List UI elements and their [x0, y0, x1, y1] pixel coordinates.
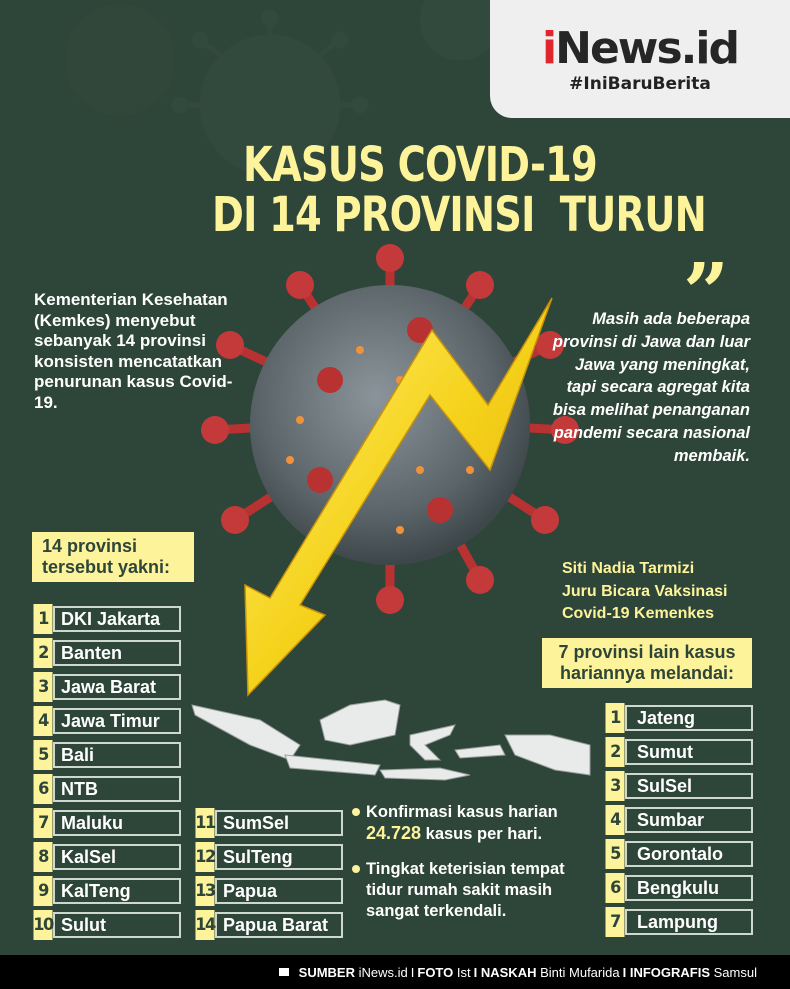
item-name: Lampung	[625, 909, 753, 935]
item-name: KalTeng	[53, 878, 181, 904]
item-number: 2	[34, 638, 53, 668]
label-line-1: 14 provinsi	[42, 536, 138, 556]
slowing-provinces-label	[542, 638, 752, 688]
title-line-1: KASUS COVID-19	[243, 137, 597, 193]
item-number: 2	[606, 737, 625, 767]
fact-text: kasus per hari.	[425, 825, 543, 843]
fact-daily-cases	[352, 802, 592, 845]
item-name: Papua	[215, 878, 343, 904]
list-item	[33, 774, 181, 804]
item-number: 9	[34, 876, 53, 906]
daily-cases-number: 24.728	[366, 823, 422, 843]
item-name: SulTeng	[215, 844, 343, 870]
item-name: Papua Barat	[215, 912, 343, 938]
item-name: Jawa Barat	[53, 674, 181, 700]
item-number: 4	[34, 706, 53, 736]
item-number: 3	[34, 672, 53, 702]
list-item	[605, 839, 753, 869]
facts-list	[352, 802, 592, 936]
speaker-role-1: Juru Bicara Vaksinasi	[562, 582, 728, 600]
item-name: Sumut	[625, 739, 753, 765]
intro-text: Kementerian Kesehatan (Kemkes) menyebut sebanyak 14 provinsi konsisten mencatatkan penurunan kasus Covid-19.	[34, 290, 233, 412]
footer-square-icon	[279, 968, 289, 976]
item-name: NTB	[53, 776, 181, 802]
quote-text: Masih ada beberapa provinsi di Jawa dan luar Jawa yang meningkat, tapi secara agregat kita bisa melihat penanganan pandemi secara nasional membaik.	[552, 310, 750, 465]
list-item	[33, 638, 181, 668]
speaker-name: Siti Nadia Tarmizi	[562, 560, 695, 577]
item-name: Bengkulu	[625, 875, 753, 901]
list-item	[33, 672, 181, 702]
item-name: Banten	[53, 640, 181, 666]
list-item	[195, 842, 343, 872]
fact-text: Konfirmasi kasus harian	[366, 803, 558, 821]
item-number: 13	[196, 876, 215, 906]
list-item	[605, 737, 753, 767]
list-item	[33, 706, 181, 736]
item-name: KalSel	[53, 844, 181, 870]
separator: I	[473, 964, 478, 980]
credits-footer	[0, 955, 790, 989]
item-number: 6	[606, 873, 625, 903]
item-number: 1	[606, 703, 625, 733]
item-number: 6	[34, 774, 53, 804]
fact-bed-occupancy: Tingkat keterisian tempat tidur rumah sakit masih sangat terkendali.	[352, 859, 592, 922]
quote-speaker	[562, 558, 727, 626]
credit-value: Binti Mufarida	[540, 964, 620, 980]
item-number: 8	[34, 842, 53, 872]
credit-value: Ist	[456, 964, 471, 980]
list-item	[605, 873, 753, 903]
item-number: 10	[34, 910, 53, 940]
item-number: 1	[34, 604, 53, 634]
item-number: 11	[196, 808, 215, 838]
item-name: SulSel	[625, 773, 753, 799]
item-number: 5	[606, 839, 625, 869]
item-number: 3	[606, 771, 625, 801]
item-name: Sulut	[53, 912, 181, 938]
list-item	[195, 910, 343, 940]
list-item	[195, 876, 343, 906]
list-item	[33, 604, 181, 634]
list-item	[33, 910, 181, 940]
item-number: 12	[196, 842, 215, 872]
item-number: 14	[196, 910, 215, 940]
separator: I	[410, 964, 415, 980]
item-name: Sumbar	[625, 807, 753, 833]
list-item	[605, 907, 753, 937]
list-item	[33, 808, 181, 838]
credit-value: Samsul	[713, 964, 757, 980]
list-item	[195, 808, 343, 838]
credit-value: iNews.id	[358, 964, 408, 980]
label-line-1: 7 provinsi lain kasus	[558, 642, 736, 662]
logo-i: i	[542, 23, 556, 74]
item-name: Jateng	[625, 705, 753, 731]
item-number: 7	[606, 907, 625, 937]
item-name: Jawa Timur	[53, 708, 181, 734]
item-name: Maluku	[53, 810, 181, 836]
list-item	[33, 842, 181, 872]
speaker-role-2: Covid-19 Kemenkes	[562, 605, 715, 622]
credit-key: NASKAH	[480, 964, 537, 980]
separator: I	[622, 964, 627, 980]
item-name: SumSel	[215, 810, 343, 836]
title-line-2: DI 14 PROVINSI TURUN	[212, 187, 706, 243]
label-line-2: tersebut yakni:	[42, 557, 171, 577]
logo-text: News.id	[555, 23, 738, 74]
brand-tagline: #IniBaruBerita	[569, 74, 711, 94]
list-item	[605, 805, 753, 835]
item-number: 7	[34, 808, 53, 838]
decreasing-provinces-label	[32, 532, 194, 582]
item-number: 4	[606, 805, 625, 835]
item-number: 5	[34, 740, 53, 770]
list-item	[605, 771, 753, 801]
list-item	[33, 740, 181, 770]
quote-mark-icon: ”	[683, 245, 730, 339]
item-name: DKI Jakarta	[53, 606, 181, 632]
item-name: Bali	[53, 742, 181, 768]
label-line-2: hariannya melandai:	[559, 663, 735, 683]
list-item	[605, 703, 753, 733]
item-name: Gorontalo	[625, 841, 753, 867]
list-item	[33, 876, 181, 906]
credit-key: FOTO	[417, 964, 454, 980]
credit-key: SUMBER	[298, 964, 355, 980]
credit-key: INFOGRAFIS	[629, 964, 711, 980]
